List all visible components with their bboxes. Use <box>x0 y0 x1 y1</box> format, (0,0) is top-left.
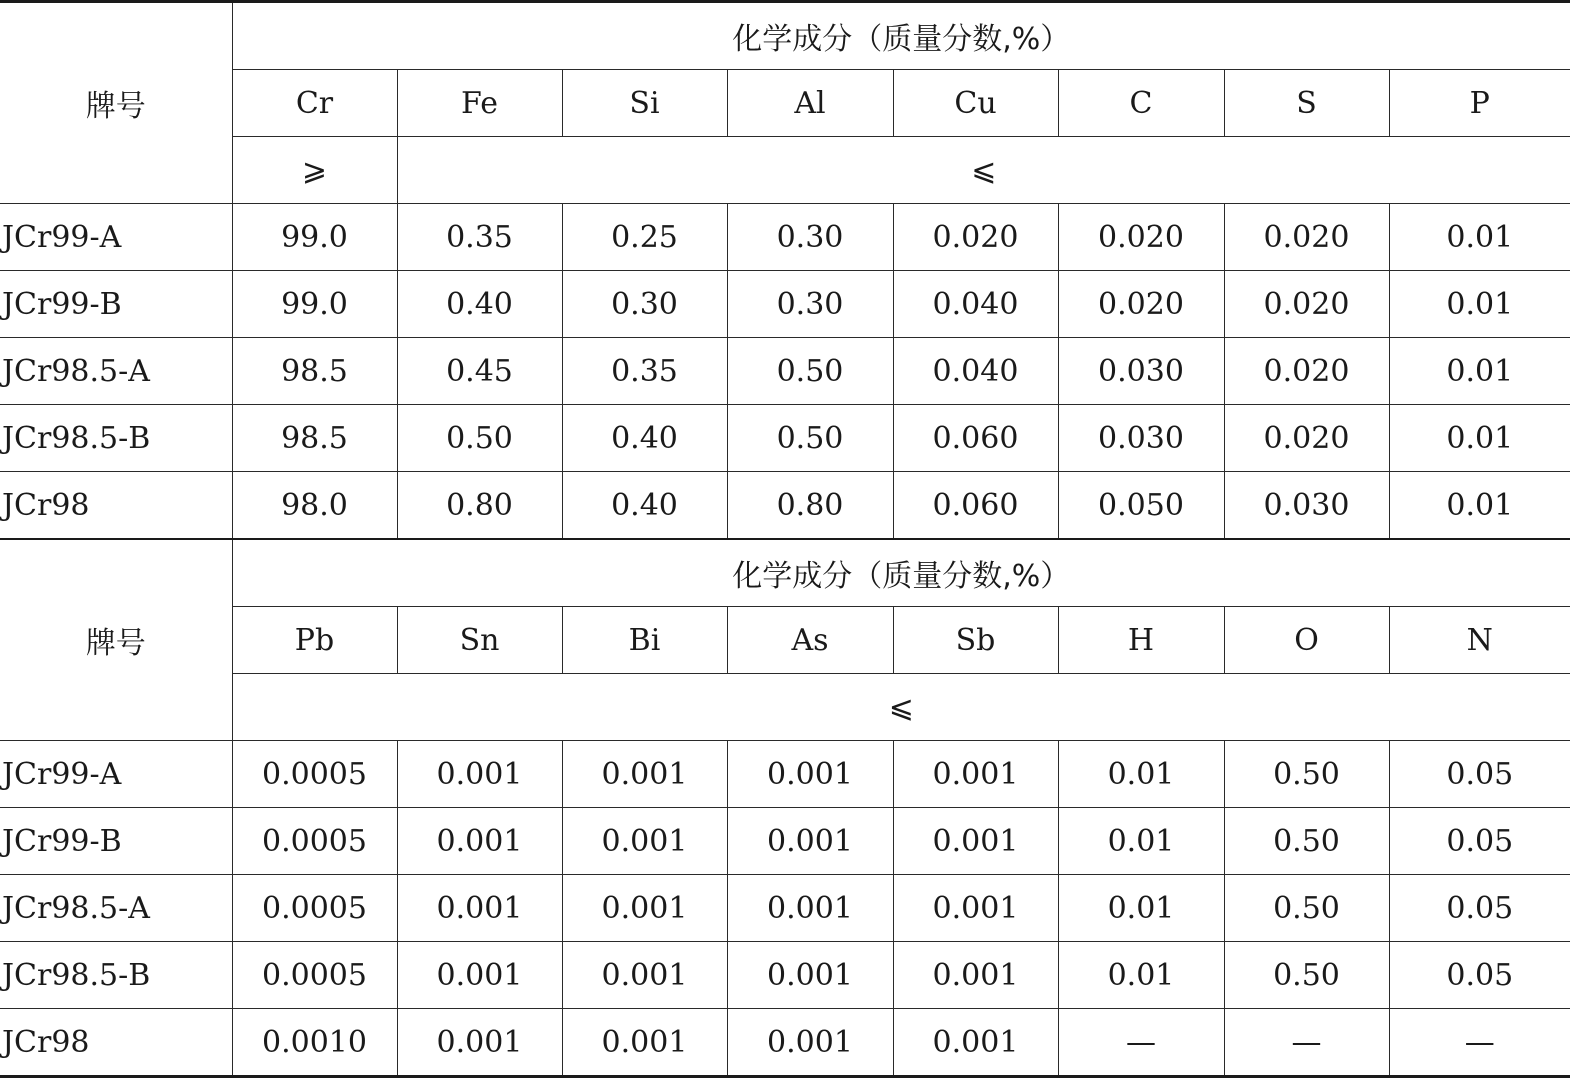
value-cell: 0.01 <box>1389 405 1570 472</box>
grade-header: 牌号 <box>0 539 232 741</box>
grade-cell: JCr99-B <box>0 271 232 338</box>
value-cell: 0.030 <box>1058 405 1224 472</box>
grade-header: 牌号 <box>0 2 232 204</box>
limit-min-symbol: ⩾ <box>232 137 397 204</box>
element-header: Cr <box>232 70 397 137</box>
value-cell: 0.001 <box>893 808 1058 875</box>
element-header: H <box>1058 607 1224 674</box>
value-cell: 0.020 <box>1224 338 1389 405</box>
value-cell: 98.0 <box>232 472 397 540</box>
value-cell: 0.0005 <box>232 875 397 942</box>
value-cell: 0.80 <box>727 472 893 540</box>
table2-element-row <box>0 607 1570 674</box>
grade-cell: JCr98.5-A <box>0 338 232 405</box>
element-header: Sb <box>893 607 1058 674</box>
composition-caption: 化学成分（质量分数,%） <box>232 2 1570 70</box>
element-header: N <box>1389 607 1570 674</box>
value-cell: 0.01 <box>1058 741 1224 808</box>
table-row <box>0 405 1570 472</box>
table-row <box>0 875 1570 942</box>
value-cell: 0.0005 <box>232 808 397 875</box>
value-cell: 0.001 <box>727 1009 893 1077</box>
value-cell: 0.020 <box>1224 271 1389 338</box>
value-cell: 0.50 <box>727 338 893 405</box>
value-cell: 0.060 <box>893 472 1058 540</box>
grade-cell: JCr98.5-A <box>0 875 232 942</box>
value-cell: 0.30 <box>727 204 893 271</box>
value-cell: 0.0010 <box>232 1009 397 1077</box>
value-cell: 0.020 <box>1224 405 1389 472</box>
value-cell: 0.001 <box>397 808 562 875</box>
table2-caption-row <box>0 539 1570 607</box>
grade-cell: JCr98 <box>0 472 232 540</box>
grade-cell: JCr98.5-B <box>0 942 232 1009</box>
value-cell: 0.40 <box>397 271 562 338</box>
value-cell: 0.001 <box>727 942 893 1009</box>
value-cell: 0.001 <box>397 875 562 942</box>
value-cell: 0.020 <box>893 204 1058 271</box>
table1-element-row <box>0 70 1570 137</box>
value-cell: 0.001 <box>562 875 727 942</box>
value-cell: 0.01 <box>1389 204 1570 271</box>
value-cell: 0.50 <box>727 405 893 472</box>
value-cell: 0.01 <box>1058 808 1224 875</box>
value-cell: 0.001 <box>397 741 562 808</box>
table1-caption-row <box>0 2 1570 70</box>
value-cell: 0.001 <box>397 942 562 1009</box>
value-cell: 0.30 <box>727 271 893 338</box>
value-cell: 0.50 <box>1224 741 1389 808</box>
value-cell: 0.050 <box>1058 472 1224 540</box>
value-cell: 0.05 <box>1389 875 1570 942</box>
table-row <box>0 942 1570 1009</box>
value-cell: 0.001 <box>562 808 727 875</box>
value-cell: 0.01 <box>1389 271 1570 338</box>
value-cell: 0.030 <box>1224 472 1389 540</box>
table-row <box>0 741 1570 808</box>
value-cell: 0.020 <box>1058 204 1224 271</box>
element-header: Pb <box>232 607 397 674</box>
table-row <box>0 271 1570 338</box>
value-cell: 0.0005 <box>232 942 397 1009</box>
element-header: As <box>727 607 893 674</box>
value-cell: 0.030 <box>1058 338 1224 405</box>
table1-limit-row <box>0 137 1570 204</box>
value-cell: 0.25 <box>562 204 727 271</box>
table-row <box>0 1009 1570 1077</box>
value-cell: 0.001 <box>727 808 893 875</box>
grade-cell: JCr99-B <box>0 808 232 875</box>
value-cell: 0.50 <box>397 405 562 472</box>
value-cell: 0.50 <box>1224 808 1389 875</box>
grade-cell: JCr99-A <box>0 741 232 808</box>
value-cell: 0.01 <box>1058 942 1224 1009</box>
element-header: S <box>1224 70 1389 137</box>
value-cell: 0.020 <box>1058 271 1224 338</box>
value-cell: 0.01 <box>1389 338 1570 405</box>
value-cell: 0.040 <box>893 271 1058 338</box>
value-cell: 0.05 <box>1389 808 1570 875</box>
table-row <box>0 204 1570 271</box>
element-header: P <box>1389 70 1570 137</box>
value-cell: 99.0 <box>232 271 397 338</box>
element-header: Cu <box>893 70 1058 137</box>
value-cell: 0.05 <box>1389 942 1570 1009</box>
grade-cell: JCr99-A <box>0 204 232 271</box>
limit-max-symbol: ⩽ <box>232 674 1570 741</box>
value-cell: — <box>1224 1009 1389 1077</box>
value-cell: 0.001 <box>893 875 1058 942</box>
value-cell: — <box>1058 1009 1224 1077</box>
value-cell: 0.30 <box>562 271 727 338</box>
value-cell: 0.001 <box>727 741 893 808</box>
value-cell: 0.80 <box>397 472 562 540</box>
table-row <box>0 808 1570 875</box>
value-cell: 98.5 <box>232 405 397 472</box>
value-cell: 0.001 <box>397 1009 562 1077</box>
value-cell: 0.001 <box>893 1009 1058 1077</box>
element-header: Bi <box>562 607 727 674</box>
value-cell: 0.50 <box>1224 942 1389 1009</box>
element-header: Al <box>727 70 893 137</box>
value-cell: 0.35 <box>562 338 727 405</box>
value-cell: 0.020 <box>1224 204 1389 271</box>
table-row <box>0 338 1570 405</box>
table-row <box>0 472 1570 540</box>
element-header: O <box>1224 607 1389 674</box>
value-cell: 0.001 <box>562 1009 727 1077</box>
composition-caption: 化学成分（质量分数,%） <box>232 539 1570 607</box>
value-cell: 0.35 <box>397 204 562 271</box>
value-cell: 0.50 <box>1224 875 1389 942</box>
value-cell: 0.40 <box>562 405 727 472</box>
element-header: Si <box>562 70 727 137</box>
value-cell: — <box>1389 1009 1570 1077</box>
value-cell: 0.001 <box>727 875 893 942</box>
value-cell: 0.0005 <box>232 741 397 808</box>
grade-cell: JCr98.5-B <box>0 405 232 472</box>
value-cell: 0.01 <box>1389 472 1570 540</box>
element-header: Sn <box>397 607 562 674</box>
table2-limit-row <box>0 674 1570 741</box>
grade-cell: JCr98 <box>0 1009 232 1077</box>
value-cell: 0.001 <box>562 942 727 1009</box>
value-cell: 0.40 <box>562 472 727 540</box>
value-cell: 98.5 <box>232 338 397 405</box>
limit-max-symbol: ⩽ <box>397 137 1570 204</box>
element-header: C <box>1058 70 1224 137</box>
value-cell: 0.01 <box>1058 875 1224 942</box>
element-header: Fe <box>397 70 562 137</box>
value-cell: 0.001 <box>893 942 1058 1009</box>
value-cell: 0.001 <box>893 741 1058 808</box>
value-cell: 0.060 <box>893 405 1058 472</box>
value-cell: 0.05 <box>1389 741 1570 808</box>
value-cell: 0.45 <box>397 338 562 405</box>
value-cell: 0.040 <box>893 338 1058 405</box>
value-cell: 0.001 <box>562 741 727 808</box>
value-cell: 99.0 <box>232 204 397 271</box>
